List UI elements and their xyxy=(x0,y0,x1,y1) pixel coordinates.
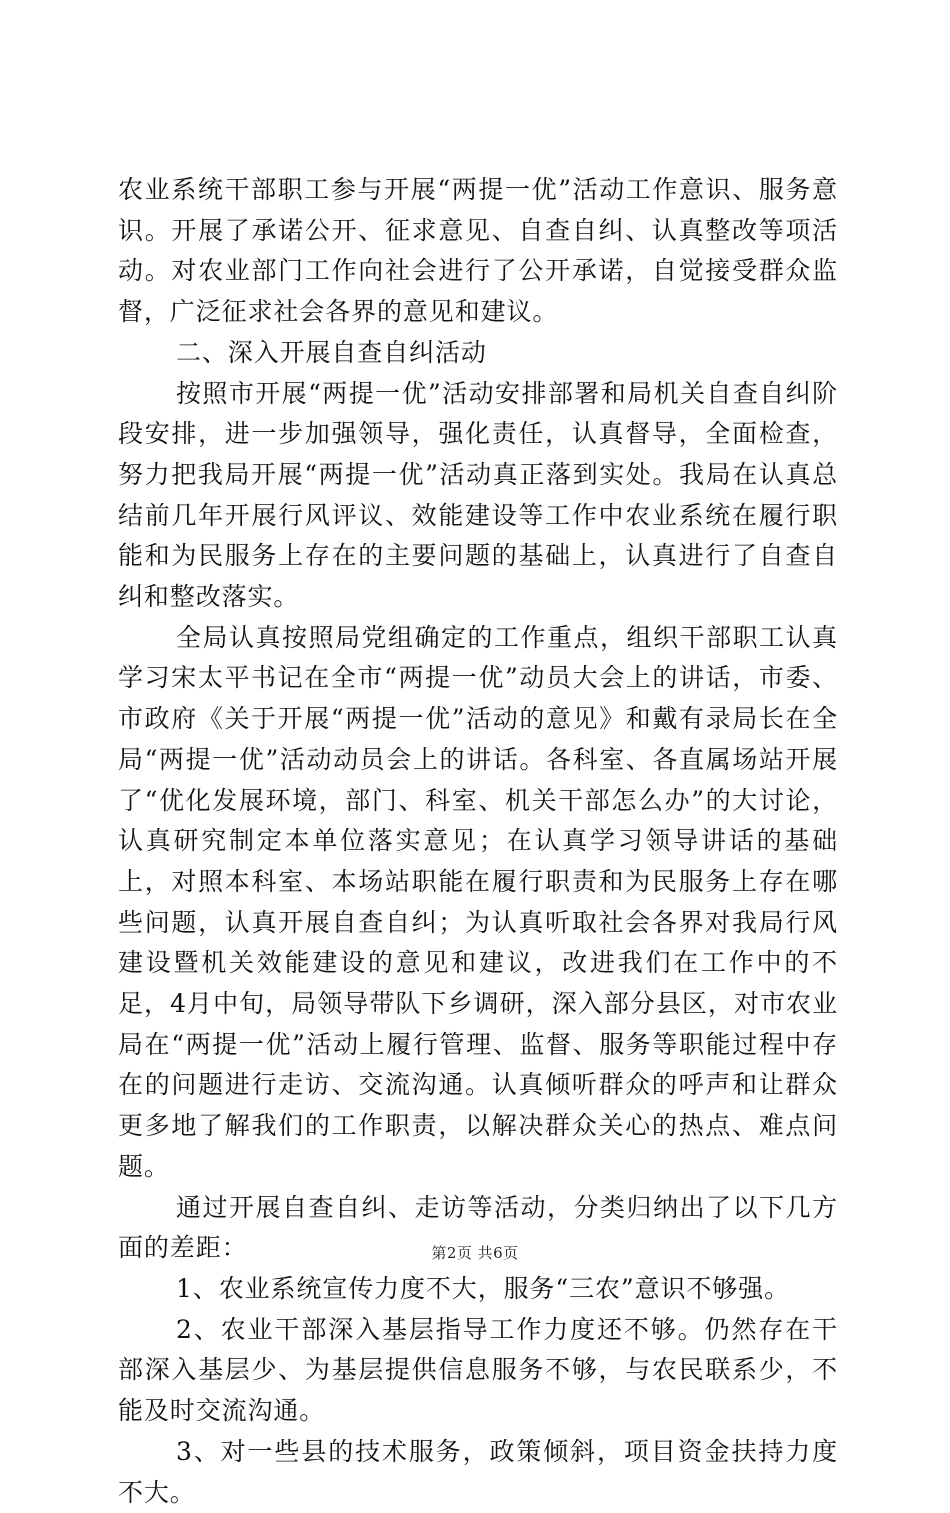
paragraph-continuation: 农业系统干部职工参与开展“两提一优”活动工作意识、服务意识。开展了承诺公开、征求意见、自查自纠、认真整改等项活动。对农业部门工作向社会进行了公开承诺，自觉接受群众监督，广泛征求社会各界的意见和建议。 xyxy=(118,175,838,327)
paragraph: 全局认真按照局党组确定的工作重点，组织干部职工认真学习宋太平书记在全市“两提一优”动员大会上的讲话，市委、市政府《关于开展“两提一优”活动的意见》和戴有录局长在全局“两提一优”活动动员会上的讲话。各科室、各直属场站开展了“优化发展环境，部门、科室、机关干部怎么办”的大讨论，认真研究制定本单位落实意见；在认真学习领导讲话的基础上，对照本科室、本场站职能在履行职责和为民服务上存在哪些问题，认真开展自查自纠；为认真听取社会各界对我局行风建设暨机关效能建设的意见和建议，改进我们在工作中的不足，4月中旬，局领导带队下乡调研，深入部分县区，对市农业局在“两提一优”活动上履行管理、监督、服务等职能过程中存在的问题进行走访、交流沟通。认真倾听群众的呼声和让群众更多地了解我们的工作职责，以解决群众关心的热点、难点问题。 xyxy=(118,622,838,1181)
page-number-footer: 第2页 共6页 xyxy=(431,1244,519,1262)
document-body xyxy=(118,170,838,1513)
list-item: 1、农业系统宣传力度不大，服务“三农”意识不够强。 xyxy=(176,1273,790,1303)
paragraph: 按照市开展“两提一优”活动安排部署和局机关自查自纠阶段安排，进一步加强领导，强化责任，认真督导，全面检查，努力把我局开展“两提一优”活动真正落到实处。我局在认真总结前几年开展行风评议、效能建设等工作中农业系统在履行职能和为民服务上存在的主要问题的基础上，认真进行了自查自纠和整改落实。 xyxy=(118,378,838,612)
list-item: 3、对一些县的技术服务，政策倾斜，项目资金扶持力度不大。 xyxy=(118,1436,838,1507)
section-heading: 二、深入开展自查自纠活动 xyxy=(176,337,487,367)
paragraph: 通过开展自查自纠、走访等活动，分类归纳出了以下几方面的差距： xyxy=(118,1192,838,1263)
list-item: 2、农业干部深入基层指导工作力度还不够。仍然存在干部深入基层少、为基层提供信息服务不够，与农民联系少，不能及时交流沟通。 xyxy=(118,1314,838,1426)
